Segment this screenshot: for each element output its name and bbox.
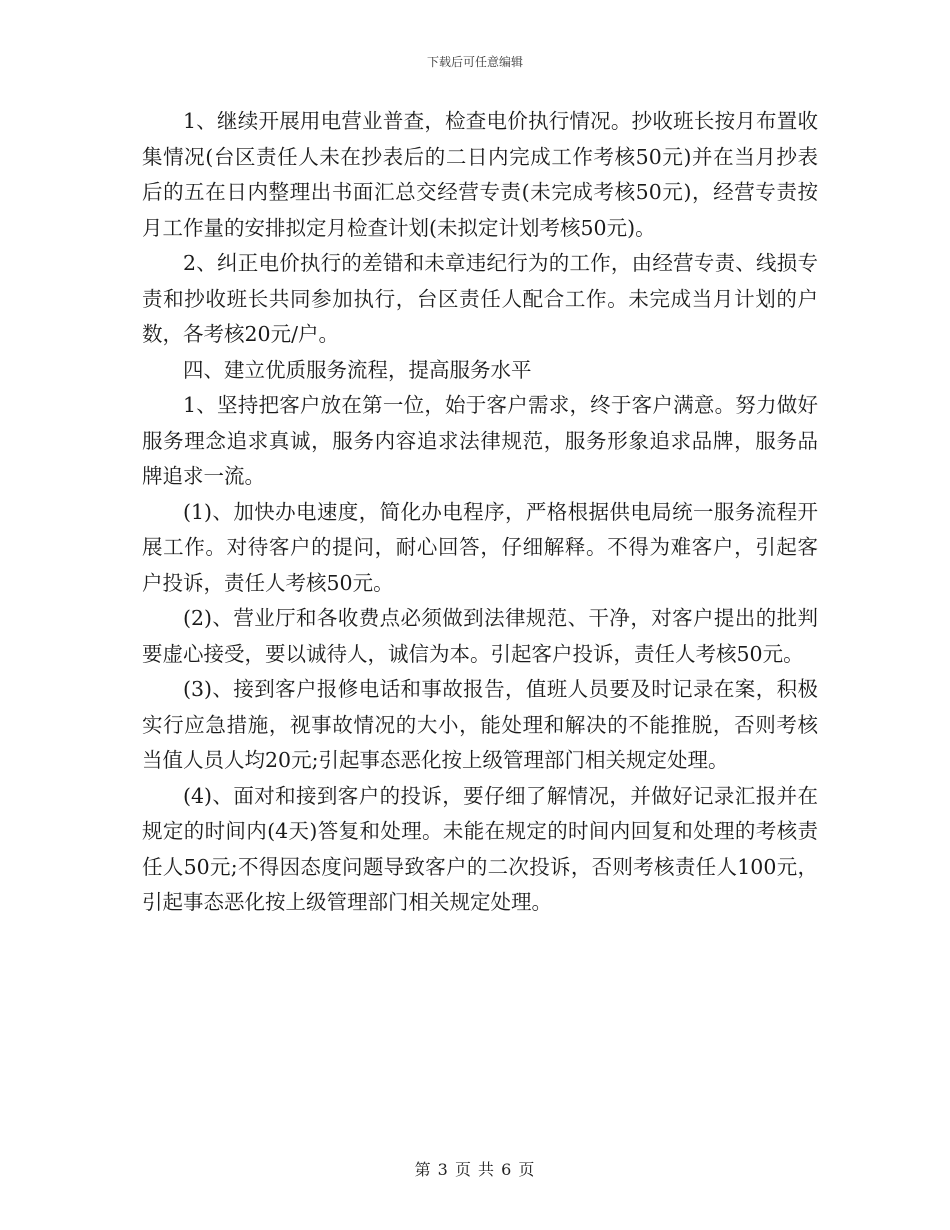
- paragraph-5: (2)、营业厅和各收费点必须做到法律规范、干净，对客户提出的批判要虚心接受，要以诚待人，诚信为本。引起客户投诉，责任人考核50元。: [142, 606, 818, 666]
- paragraph-2: 2、纠正电价执行的差错和未章违纪行为的工作，由经营专责、线损专责和抄收班长共同参加执行，台区责任人配合工作。未完成当月计划的户数，各考核20元/户。: [142, 251, 818, 346]
- paragraph-7: (4)、面对和接到客户的投诉，要仔细了解情况，并做好记录汇报并在规定的时间内(4天)答复和处理。未能在规定的时间内回复和处理的考核责任人50元;不得因态度问题导致客户的二次投诉，否则考核责任人100元，引起事态恶化按上级管理部门相关规定处理。: [142, 783, 818, 914]
- paragraph-3: 1、坚持把客户放在第一位，始于客户需求，终于客户满意。努力做好服务理念追求真诚，服务内容追求法律规范，服务形象追求品牌，服务品牌追求一流。: [142, 393, 818, 488]
- paragraph-4: (1)、加快办电速度，简化办电程序，严格根据供电局统一服务流程开展工作。对待客户的提问，耐心回答，仔细解释。不得为难客户，引起客户投诉，责任人考核50元。: [142, 499, 818, 595]
- page-header: 下载后可任意编辑: [426, 55, 523, 69]
- section-heading: 四、建立优质服务流程，提高服务水平: [183, 357, 532, 382]
- paragraph-1: 1、继续开展用电营业普查，检查电价执行情况。抄收班长按月布置收集情况(台区责任人未在抄表后的二日内完成工作考核50元)并在当月抄表后的五在日内整理出书面汇总交经营专责(未完成考核50元)，经营专责按月工作量的安排拟定月检查计划(未拟定计划考核50元)。: [142, 109, 818, 240]
- document-body: [142, 104, 818, 921]
- paragraph-6: (3)、接到客户报修电话和事故报告，值班人员要及时记录在案，积极实行应急措施，视事故情况的大小，能处理和解决的不能推脱，否则考核当值人员人均20元;引起事态恶化按上级管理部门相关规定处理。: [142, 677, 818, 772]
- page-number-footer: 第 3 页 共 6 页: [414, 1160, 536, 1179]
